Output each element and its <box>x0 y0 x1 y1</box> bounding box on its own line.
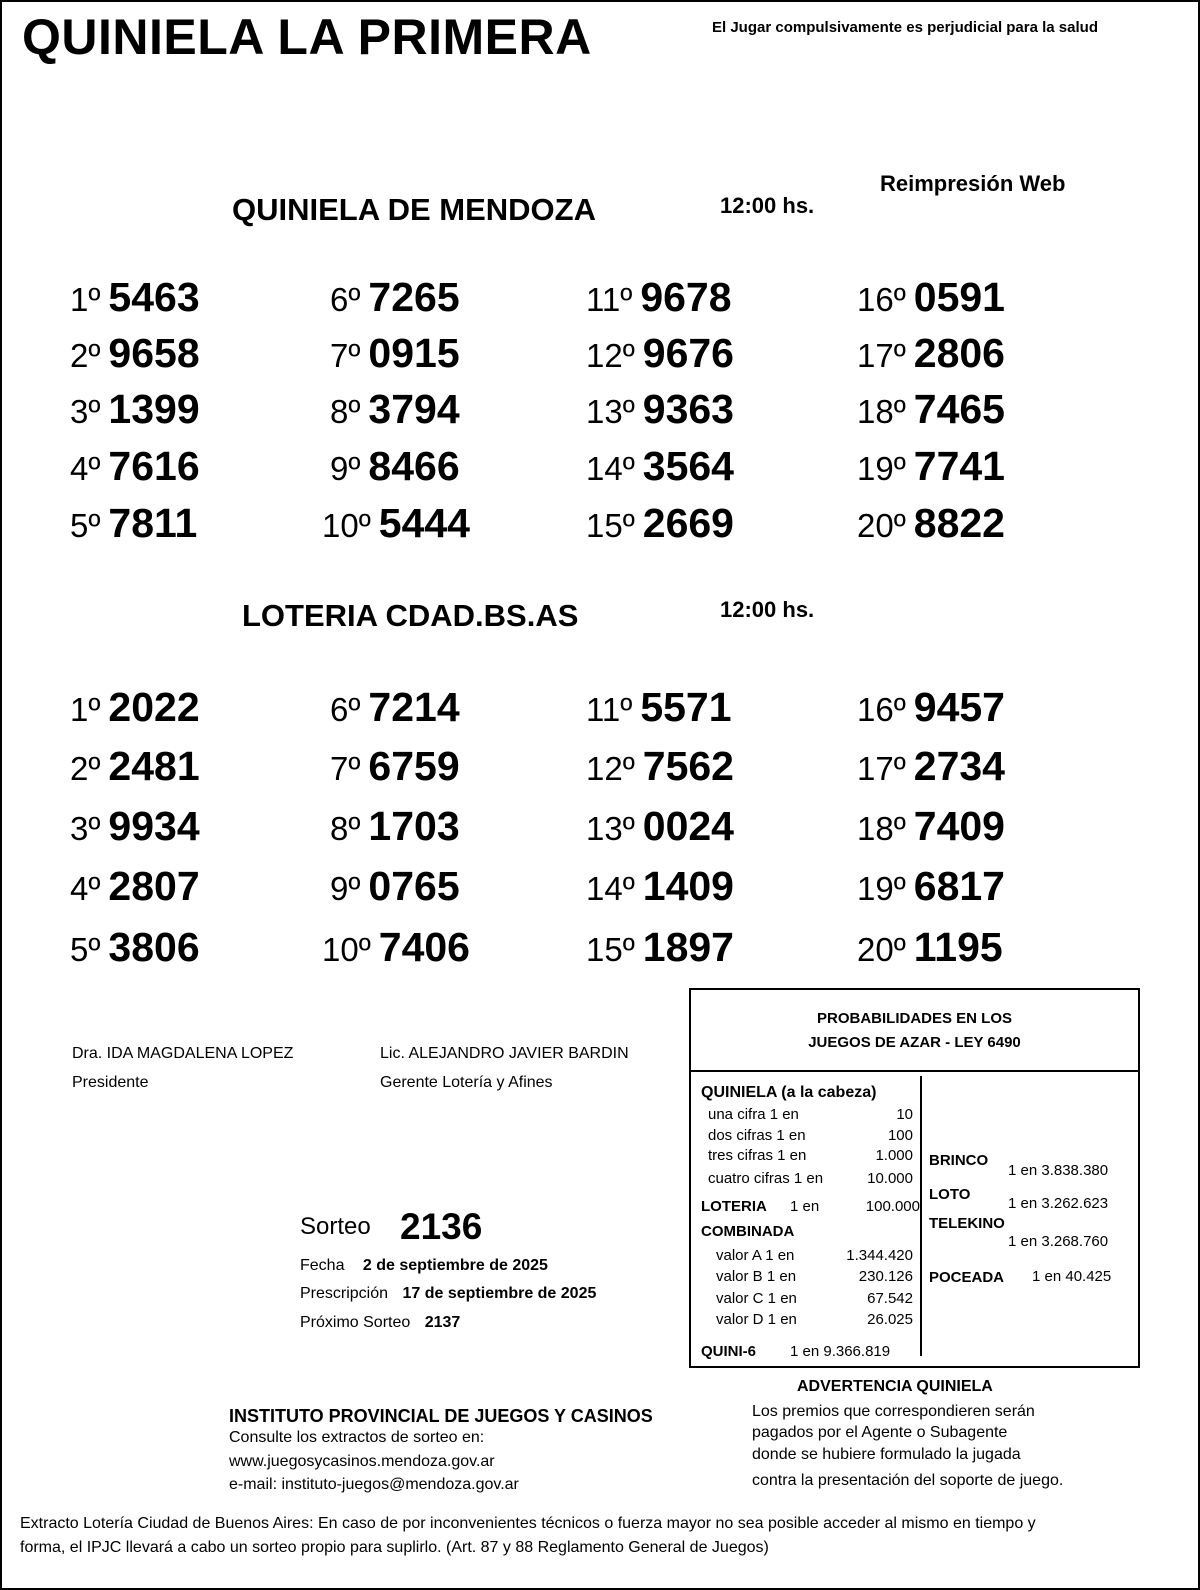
result-position: 6º <box>330 691 361 728</box>
result-position: 8º <box>330 393 361 430</box>
result-item <box>857 443 1005 490</box>
result-position: 7º <box>330 750 361 787</box>
result-item <box>330 743 460 790</box>
quini6-odds-label: QUINI-6 <box>701 1343 757 1360</box>
result-position: 11º <box>586 281 633 318</box>
result-position: 17º <box>857 337 906 374</box>
loteria-odds-label: LOTERIA <box>701 1198 767 1215</box>
quiniela-odds-value: 1.000 <box>875 1147 913 1164</box>
result-number: 9934 <box>108 803 200 849</box>
result-item <box>330 330 460 377</box>
result-number: 2481 <box>108 743 200 789</box>
result-position: 1º <box>70 691 101 728</box>
result-item <box>330 386 460 433</box>
result-number: 7265 <box>368 274 460 320</box>
result-position: 2º <box>70 337 101 374</box>
result-position: 20º <box>857 507 906 544</box>
result-item <box>330 443 460 490</box>
result-position: 1º <box>70 281 101 318</box>
proximo-label: Próximo Sorteo <box>300 1314 411 1331</box>
fecha-row <box>300 1257 548 1275</box>
result-position: 19º <box>857 870 906 907</box>
result-number: 7465 <box>913 386 1005 432</box>
result-item <box>330 274 460 321</box>
result-position: 18º <box>857 393 906 430</box>
quiniela-odds-label: dos cifras 1 en <box>708 1127 806 1144</box>
result-item <box>586 274 732 321</box>
advertencia-line: pagados por el Agente o Subagente <box>752 1424 1008 1441</box>
result-number: 1399 <box>108 386 200 432</box>
sorteo-label: Sorteo <box>300 1213 371 1240</box>
result-item <box>857 386 1005 433</box>
result-number: 2734 <box>913 743 1005 789</box>
result-position: 9º <box>330 870 361 907</box>
result-position: 11º <box>586 691 633 728</box>
result-position: 14º <box>586 450 635 487</box>
result-number: 0765 <box>368 863 460 909</box>
section-time-mendoza: 12:00 hs. <box>720 193 815 218</box>
result-position: 5º <box>70 931 101 968</box>
result-number: 3806 <box>108 924 200 970</box>
footer-line-2: forma, el IPJC llevará a cabo un sorteo propio para suplirlo. (Art. 87 y 88 Reglamento General de Juegos) <box>20 1539 769 1556</box>
result-number: 1897 <box>642 924 734 970</box>
telekino-odds-value: 1 en 3.268.760 <box>1008 1233 1109 1250</box>
result-item <box>857 684 1005 731</box>
result-position: 13º <box>586 810 635 847</box>
result-number: 2807 <box>108 863 200 909</box>
institute-line-1: Consulte los extractos de sorteo en: <box>229 1429 485 1446</box>
prescripcion-value: 17 de septiembre de 2025 <box>402 1285 597 1302</box>
prescripcion-row <box>300 1285 596 1303</box>
result-position: 16º <box>857 281 906 318</box>
institute-email: e-mail: instituto-juegos@mendoza.gov.ar <box>229 1476 519 1493</box>
result-item <box>586 684 732 731</box>
quiniela-odds-value: 10 <box>896 1106 913 1123</box>
result-position: 4º <box>70 870 101 907</box>
telekino-odds-label: TELEKINO <box>929 1215 1005 1232</box>
result-number: 8466 <box>368 443 460 489</box>
quiniela-odds-value: 10.000 <box>867 1170 913 1187</box>
result-position: 10º <box>322 931 371 968</box>
footer-line-1: Extracto Lotería Ciudad de Buenos Aires: En caso de por inconvenientes técnicos o fuerza mayor no sea posible acceder al mismo en tiempo y <box>20 1515 1036 1532</box>
quiniela-odds-label: cuatro cifras 1 en <box>708 1170 824 1187</box>
poceada-odds-label: POCEADA <box>929 1269 1005 1286</box>
signature-left-role: Presidente <box>72 1074 149 1091</box>
result-item <box>857 924 1003 971</box>
advertencia-title: ADVERTENCIA QUINIELA <box>797 1378 993 1395</box>
result-item <box>330 863 460 910</box>
proximo-value: 2137 <box>424 1314 461 1331</box>
result-position: 6º <box>330 281 361 318</box>
result-item <box>586 443 734 490</box>
result-position: 18º <box>857 810 906 847</box>
result-item <box>70 924 200 971</box>
result-number: 9676 <box>642 330 734 376</box>
probabilities-box <box>689 988 1140 1368</box>
quiniela-odds-value: 100 <box>887 1127 913 1144</box>
result-item <box>586 330 734 377</box>
probabilities-title-1: PROBABILIDADES EN LOS <box>816 1010 1012 1027</box>
result-position: 17º <box>857 750 906 787</box>
result-item <box>857 274 1005 321</box>
combinada-odds-value: 67.542 <box>867 1290 913 1307</box>
health-warning: El Jugar compulsivamente es perjudicial para la salud <box>712 19 1098 36</box>
advertencia-line: contra la presentación del soporte de juego. <box>752 1472 1064 1489</box>
combinada-odds-title: COMBINADA <box>701 1223 795 1240</box>
brinco-odds-value: 1 en 3.838.380 <box>1008 1162 1109 1179</box>
quiniela-odds-label: una cifra 1 en <box>708 1106 799 1123</box>
result-position: 3º <box>70 393 101 430</box>
combinada-odds-label: valor A 1 en <box>716 1247 795 1264</box>
result-item <box>322 500 470 547</box>
result-item <box>586 743 734 790</box>
result-position: 14º <box>586 870 635 907</box>
result-number: 7811 <box>108 500 198 546</box>
result-item <box>857 500 1005 547</box>
advertencia-line: donde se hubiere formulado la jugada <box>752 1446 1021 1463</box>
signature-right-name: Lic. ALEJANDRO JAVIER BARDIN <box>380 1045 629 1062</box>
probabilities-divider <box>920 1076 922 1356</box>
result-position: 12º <box>586 750 635 787</box>
institute-name: INSTITUTO PROVINCIAL DE JUEGOS Y CASINOS <box>229 1406 653 1426</box>
quiniela-odds-title: QUINIELA (a la cabeza) <box>701 1084 877 1101</box>
brinco-odds-label: BRINCO <box>929 1152 989 1169</box>
sorteo-number: 2136 <box>400 1206 483 1247</box>
result-item <box>586 803 734 850</box>
result-position: 15º <box>586 507 635 544</box>
reprint-label: Reimpresión Web <box>880 171 1066 196</box>
result-position: 5º <box>70 507 101 544</box>
result-item <box>70 863 200 910</box>
result-item <box>586 863 734 910</box>
result-position: 3º <box>70 810 101 847</box>
signature-left-name: Dra. IDA MAGDALENA LOPEZ <box>72 1045 294 1062</box>
combinada-odds-value: 1.344.420 <box>846 1247 913 1264</box>
result-number: 5571 <box>640 684 732 730</box>
fecha-value: 2 de septiembre de 2025 <box>362 1257 548 1274</box>
result-position: 15º <box>586 931 635 968</box>
result-number: 0024 <box>642 803 734 849</box>
result-number: 9658 <box>108 330 200 376</box>
result-item <box>70 443 200 490</box>
result-number: 3564 <box>642 443 734 489</box>
institute-website: www.juegosycasinos.mendoza.gov.ar <box>229 1453 495 1470</box>
result-number: 5444 <box>378 500 470 546</box>
result-item <box>70 803 200 850</box>
signature-right-role: Gerente Lotería y Afines <box>380 1074 553 1091</box>
result-number: 2806 <box>913 330 1005 376</box>
result-item <box>586 500 734 547</box>
result-item <box>330 684 460 731</box>
result-position: 13º <box>586 393 635 430</box>
combinada-odds-value: 26.025 <box>867 1311 913 1328</box>
result-number: 7616 <box>108 443 200 489</box>
result-item <box>857 803 1005 850</box>
result-item <box>70 684 200 731</box>
result-item <box>70 743 200 790</box>
combinada-odds-label: valor C 1 en <box>716 1290 797 1307</box>
result-item <box>586 924 734 971</box>
result-item <box>857 743 1005 790</box>
loto-odds-value: 1 en 3.262.623 <box>1008 1195 1109 1212</box>
combinada-odds-value: 230.126 <box>858 1268 913 1285</box>
section-title-loteria: LOTERIA CDAD.BS.AS <box>242 598 579 633</box>
fecha-label: Fecha <box>300 1257 345 1274</box>
result-number: 1703 <box>368 803 460 849</box>
result-position: 8º <box>330 810 361 847</box>
result-number: 1195 <box>913 924 1003 970</box>
result-item <box>586 386 734 433</box>
result-number: 3794 <box>368 386 460 432</box>
page-title: QUINIELA LA PRIMERA <box>22 9 592 65</box>
probabilities-title-2: JUEGOS DE AZAR - LEY 6490 <box>808 1034 1021 1051</box>
result-number: 7741 <box>913 443 1005 489</box>
result-position: 16º <box>857 691 906 728</box>
result-number: 9457 <box>913 684 1005 730</box>
result-item <box>330 803 460 850</box>
result-position: 10º <box>322 507 371 544</box>
quini6-odds-value: 1 en 9.366.819 <box>790 1343 891 1360</box>
result-number: 7409 <box>913 803 1005 849</box>
result-position: 9º <box>330 450 361 487</box>
result-position: 4º <box>70 450 101 487</box>
combinada-odds-label: valor D 1 en <box>716 1311 797 1328</box>
result-item <box>857 863 1005 910</box>
result-item <box>70 386 200 433</box>
loteria-odds-value: 100.000 <box>865 1198 920 1215</box>
result-position: 7º <box>330 337 361 374</box>
result-item <box>70 500 197 547</box>
proximo-row <box>300 1314 460 1332</box>
result-number: 0915 <box>368 330 460 376</box>
result-item <box>70 274 200 321</box>
result-number: 6759 <box>368 743 460 789</box>
result-number: 9363 <box>642 386 734 432</box>
result-number: 5463 <box>108 274 200 320</box>
poceada-odds-value: 1 en 40.425 <box>1032 1268 1112 1285</box>
probabilities-header <box>691 990 1138 1072</box>
quiniela-odds-label: tres cifras 1 en <box>708 1147 807 1164</box>
result-position: 2º <box>70 750 101 787</box>
result-item <box>322 924 470 971</box>
loto-odds-label: LOTO <box>929 1186 971 1203</box>
result-position: 19º <box>857 450 906 487</box>
result-number: 1409 <box>642 863 734 909</box>
result-number: 9678 <box>640 274 732 320</box>
result-position: 20º <box>857 931 906 968</box>
result-item <box>70 330 200 377</box>
result-item <box>857 330 1005 377</box>
result-number: 6817 <box>913 863 1005 909</box>
result-number: 2669 <box>642 500 734 546</box>
result-number: 2022 <box>108 684 200 730</box>
prescripcion-label: Prescripción <box>300 1285 389 1302</box>
loteria-odds-text: 1 en <box>790 1198 820 1215</box>
section-time-loteria: 12:00 hs. <box>720 597 815 622</box>
advertencia-line: Los premios que correspondieren serán <box>752 1403 1035 1420</box>
result-number: 7562 <box>642 743 734 789</box>
result-position: 12º <box>586 337 635 374</box>
combinada-odds-label: valor B 1 en <box>716 1268 797 1285</box>
result-number: 7214 <box>368 684 460 730</box>
result-number: 0591 <box>913 274 1005 320</box>
section-title-mendoza: QUINIELA DE MENDOZA <box>232 192 596 227</box>
result-number: 8822 <box>913 500 1005 546</box>
result-number: 7406 <box>378 924 470 970</box>
